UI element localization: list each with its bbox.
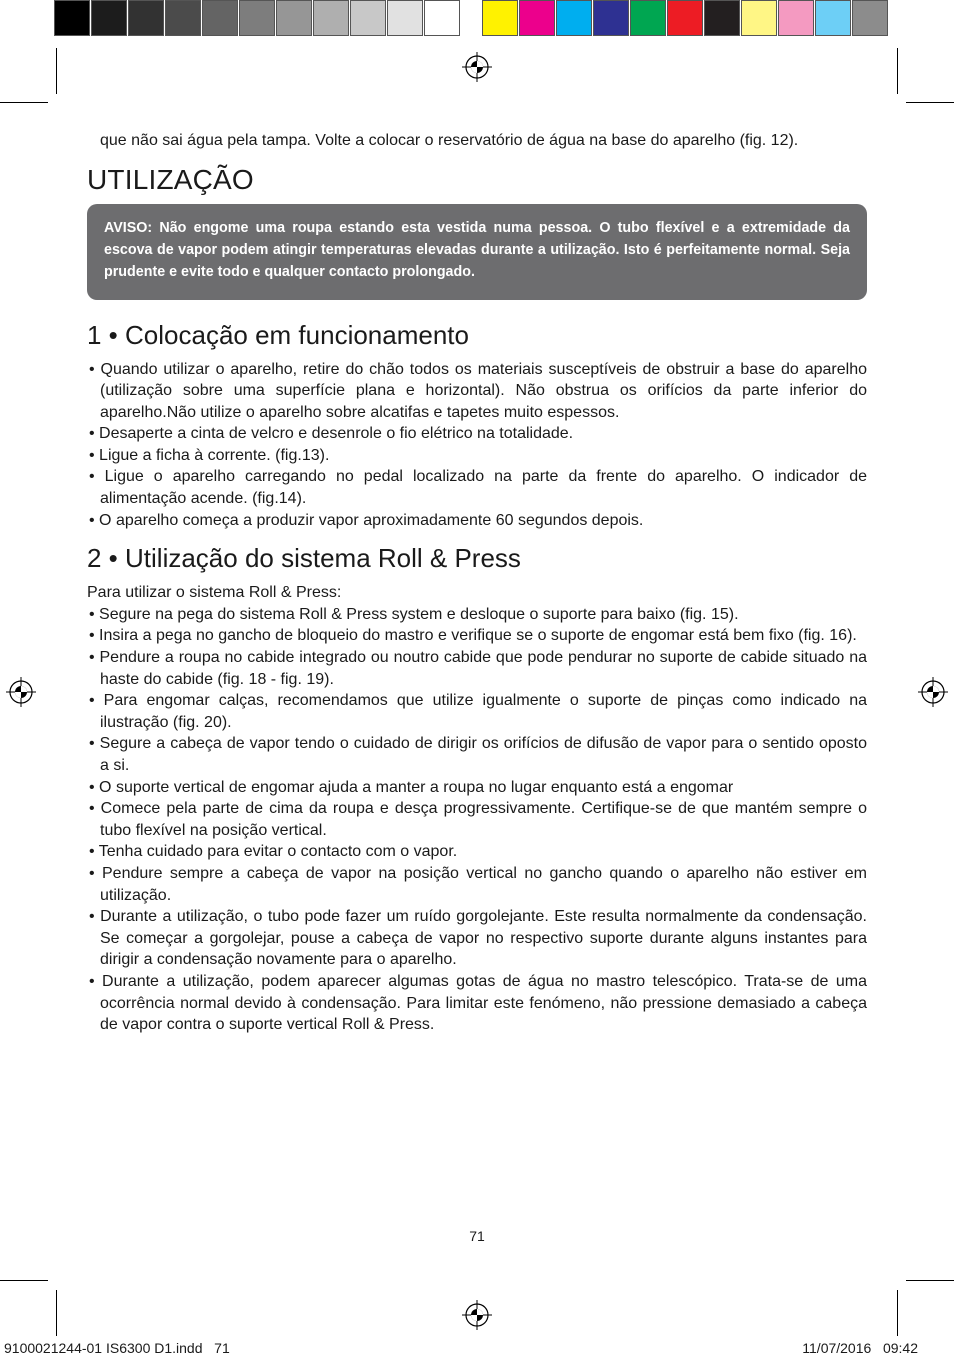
- page-content: [87, 130, 867, 1036]
- color-swatch: [593, 0, 629, 36]
- section-2-list: [87, 604, 867, 1036]
- list-item: • Ligue o aparelho carregando no pedal localizado na parte da frente do aparelho. O indicador de alimentação acende. (fig.14).: [89, 468, 867, 508]
- list-item: • Segure na pega do sistema Roll & Press system e desloque o suporte para baixo (fig. 15).: [89, 605, 739, 623]
- crop-mark: [0, 1280, 48, 1281]
- color-swatch: [556, 0, 592, 36]
- list-item: • Insira a pega no gancho de bloqueio do mastro e verifique se o suporte de engomar está bem fixo (fig. 16).: [89, 627, 857, 645]
- color-swatch: [704, 0, 740, 36]
- page-number: 71: [469, 1228, 485, 1244]
- color-calibration-bar: [482, 0, 889, 40]
- section-1-list: [87, 359, 867, 532]
- color-swatch: [350, 0, 386, 36]
- footer-datetime: 11/07/2016 09:42: [802, 1340, 918, 1356]
- list-item: • Quando utilizar o aparelho, retire do chão todos os materiais susceptíveis de obstruir a base do aparelho (utilização sobre uma superfície plana e horizontal). Não obstrua os orifícios da parte inferior do aparelho.Não utilize o aparelho sobre alcatifas e tapetes muito espessos.: [89, 360, 867, 421]
- section-2-heading: 2 • Utilização do sistema Roll & Press: [87, 543, 521, 574]
- list-item: • Pendure a roupa no cabide integrado ou noutro cabide que pode pendurar no suporte de cabide situado na haste do cabide (fig. 18 - fig. 19).: [89, 649, 867, 688]
- color-swatch: [667, 0, 703, 36]
- color-swatch: [519, 0, 555, 36]
- page-title: UTILIZAÇÃO: [87, 163, 254, 195]
- color-swatch: [387, 0, 423, 36]
- color-swatch: [741, 0, 777, 36]
- list-item: • O suporte vertical de engomar ajuda a manter a roupa no lugar enquanto está a engomar: [89, 778, 734, 796]
- crop-mark: [0, 102, 48, 103]
- warning-box: AVISO: Não engome uma roupa estando esta vestida numa pessoa. O tubo flexível e a extremidade da escova de vapor podem atingir temperaturas elevadas durante a utilização. Isto é perfeitamente normal. Seja prudente e evite todo e qualquer contacto prolongado.: [87, 204, 867, 300]
- list-item: • Pendure sempre a cabeça de vapor na posição vertical no gancho quando o aparelho não estiver em utilização.: [89, 864, 867, 904]
- crop-mark: [906, 1280, 954, 1281]
- crop-mark: [56, 48, 57, 94]
- crop-mark: [897, 48, 898, 94]
- list-item: • Durante a utilização, o tubo pode fazer um ruído gorgolejante. Este resulta normalmente da condensação. Se começar a gorgolejar, pouse a cabeça de vapor no respectivo suporte durante alguns instantes para dirigir a condensação novamente para o aparelho.: [89, 908, 867, 969]
- list-item: • Durante a utilização, podem aparecer algumas gotas de água no mastro telescópico. Trata-se de uma ocorrência normal devido à condensação. Para limitar este fenómeno, não pressione demasiado a cabeça de vapor contra o suporte vertical Roll & Press.: [89, 972, 867, 1034]
- color-swatch: [424, 0, 460, 36]
- color-swatch: [815, 0, 851, 36]
- list-item: • Comece pela parte de cima da roupa e desça progressivamente. Certifique-se de que mantém sempre o tubo flexível na posição vertical.: [89, 800, 867, 839]
- section-1-heading: 1 • Colocação em funcionamento: [87, 319, 469, 350]
- list-item: • Desaperte a cinta de velcro e desenrole o fio elétrico na totalidade.: [89, 425, 574, 443]
- list-item: • O aparelho começa a produzir vapor aproximadamente 60 segundos depois.: [89, 511, 644, 529]
- registration-mark-icon: [462, 1300, 492, 1330]
- color-swatch: [313, 0, 349, 36]
- crop-mark: [906, 102, 954, 103]
- list-item: • Segure a cabeça de vapor tendo o cuidado de dirigir os orifícios de difusão de vapor para o sentido oposto a si.: [89, 735, 867, 774]
- intro-paragraph: que não sai água pela tampa. Volte a colocar o reservatório de água na base do aparelho (fig. 12).: [100, 132, 799, 149]
- color-swatch: [91, 0, 127, 36]
- color-swatch: [202, 0, 238, 36]
- color-swatch: [276, 0, 312, 36]
- section-2-lead: Para utilizar o sistema Roll & Press:: [87, 584, 342, 602]
- registration-mark-icon: [462, 52, 492, 82]
- color-swatch: [852, 0, 888, 36]
- registration-mark-icon: [918, 677, 948, 707]
- footer-filename: 9100021244-01 IS6300 D1.indd 71: [4, 1340, 230, 1356]
- color-swatch: [630, 0, 666, 36]
- color-swatch: [54, 0, 90, 36]
- registration-mark-icon: [6, 677, 36, 707]
- color-swatch: [165, 0, 201, 36]
- list-item: • Ligue a ficha à corrente. (fig.13).: [89, 446, 330, 464]
- grayscale-calibration-bar: [54, 0, 461, 40]
- crop-mark: [56, 1290, 57, 1336]
- color-swatch: [778, 0, 814, 36]
- color-swatch: [239, 0, 275, 36]
- crop-mark: [897, 1290, 898, 1336]
- color-swatch: [482, 0, 518, 36]
- list-item: • Tenha cuidado para evitar o contacto com o vapor.: [89, 843, 458, 861]
- color-swatch: [128, 0, 164, 36]
- list-item: • Para engomar calças, recomendamos que utilize igualmente o suporte de pinças como indicado na ilustração (fig. 20).: [89, 692, 867, 731]
